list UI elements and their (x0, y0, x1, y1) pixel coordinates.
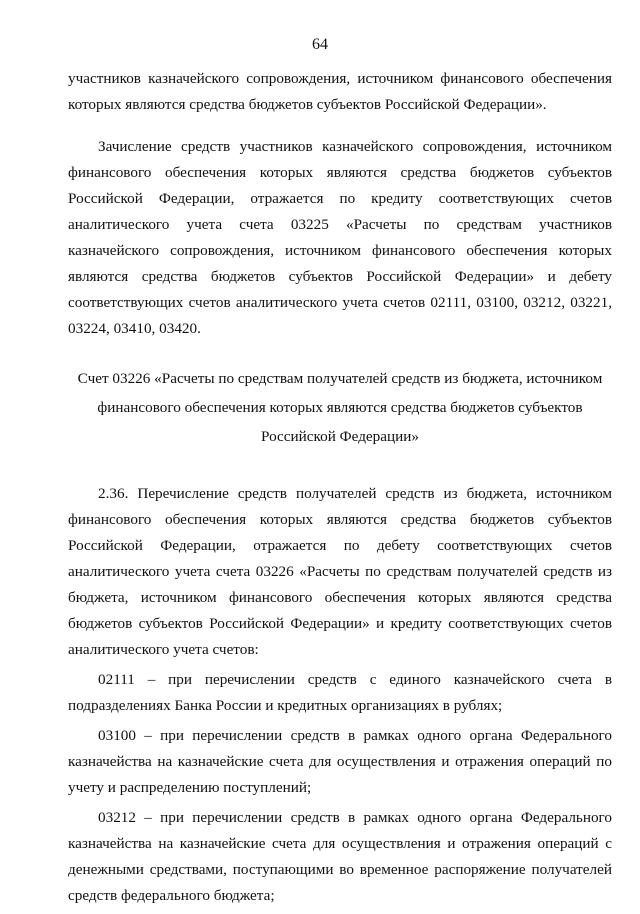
list-item-02111: 02111 – при перечислении средств с единого казначейского счета в подразделениях Банка России и кредитных организациях в рублях; (68, 671, 612, 714)
list-item-03100: 03100 – при перечислении средств в рамках одного органа Федерального казначейства на казначейские счета для осуществления и отражения операций по учету и распределению поступлений; (68, 727, 612, 796)
paragraph-continuation: участников казначейского сопровождения, источником финансового обеспечения которых являются средства бюджетов субъектов Российской Федерации». (68, 70, 612, 113)
document-body (68, 66, 612, 909)
section-heading (68, 364, 612, 451)
paragraph-2-36: 2.36. Перечисление средств получателей средств из бюджета, источником финансового обеспечения которых являются средства бюджетов субъектов Российской Федерации, отражается по дебету соответствующих счетов аналитического учета счета 03226 «Расчеты по средствам получателей средств из бюджета, источником финансового обеспечения которых являются средства бюджетов субъектов Российской Федерации» и кредиту соответствующих счетов аналитического учета счетов: (68, 485, 612, 658)
page-number: 64 (312, 36, 328, 53)
heading-line-1: Счет 03226 «Расчеты по средствам получателей средств из бюджета, источником (77, 370, 603, 387)
heading-line-3: Российской Федерации» (261, 428, 419, 445)
paragraph-crediting: Зачисление средств участников казначейского сопровождения, источником финансового обеспечения которых являются средства бюджетов субъектов Российской Федерации, отражается по кредиту соответствующих счетов аналитического учета счета 03225 «Расчеты по средствам участников казначейского сопровождения, источником финансового обеспечения которых являются средства бюджетов субъектов Российской Федерации» и дебету соответствующих счетов аналитического учета счетов 02111, 03100, 03212, 03221, 03224, 03410, 03420. (68, 138, 612, 337)
heading-line-2: финансового обеспечения которых являются средства бюджетов субъектов (97, 399, 583, 416)
list-item-03212: 03212 – при перечислении средств в рамках одного органа Федерального казначейства на казначейские счета для осуществления и отражения операций с денежными средствами, поступающими во временное распоряжение получателей средств федерального бюджета; (68, 809, 612, 904)
